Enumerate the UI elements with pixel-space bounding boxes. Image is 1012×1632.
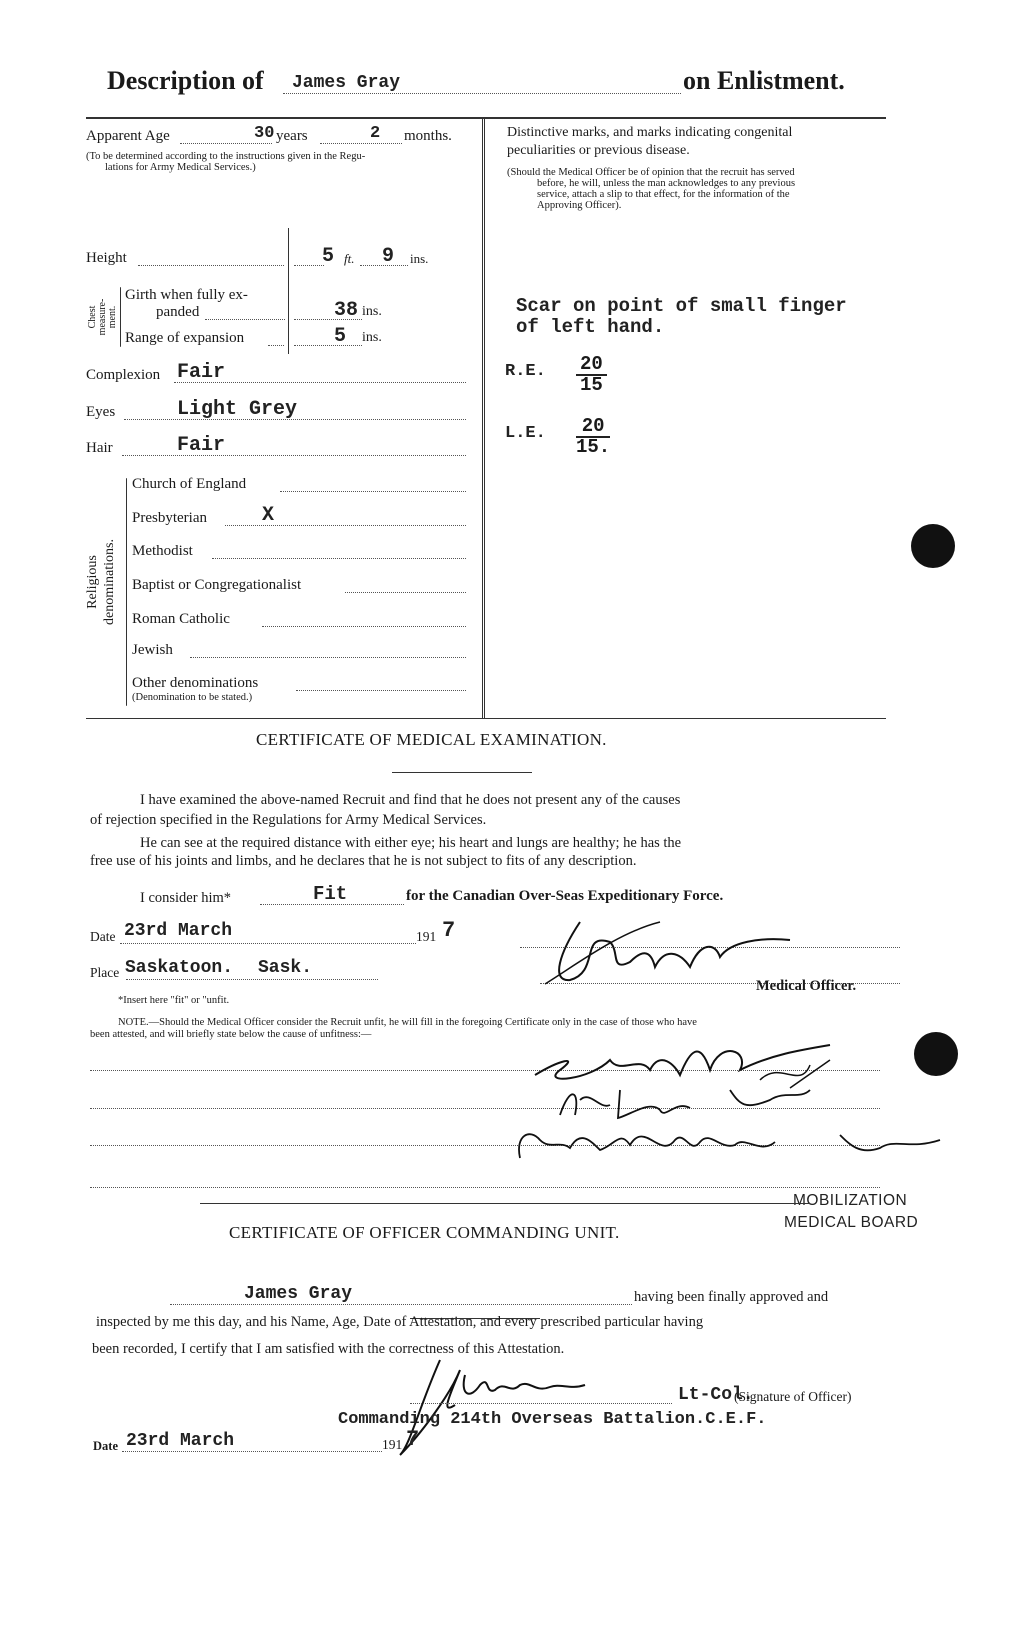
- eyes-value: Light Grey: [177, 398, 298, 421]
- religion-roman-catholic[interactable]: [132, 611, 230, 628]
- note-line-1: NOTE.—Should the Medical Officer consider the Recruit unfit, he will fill in the foregoing Certificate only in the case of those who have: [118, 1017, 697, 1028]
- religion-line: [280, 491, 466, 492]
- header-title: [107, 66, 264, 96]
- religion-side-label: [84, 512, 118, 652]
- religion-label: Presbyterian: [132, 510, 207, 526]
- unfitness-line-4: [90, 1187, 880, 1188]
- re-numerator: 20: [576, 355, 607, 376]
- le-label: L.E.: [505, 424, 546, 443]
- range-label: Range of expansion: [125, 330, 245, 346]
- religion-label: Church of England: [132, 476, 247, 492]
- religion-church-of-england[interactable]: [132, 476, 246, 493]
- range-value-line: [294, 345, 362, 346]
- marks-value-2: of left hand.: [516, 316, 665, 338]
- medical-para1-line1: I have examined the above-named Recruit and find that he does not present any of the causes: [140, 792, 681, 808]
- chest-side-label: [88, 289, 118, 345]
- religion-mark: X: [262, 504, 275, 527]
- co-year-digit: 7: [406, 1427, 420, 1452]
- medical-para1-line2: of rejection specified in the Regulations for Army Medical Services.: [90, 812, 487, 828]
- le-numerator: 20: [576, 417, 610, 438]
- re-denominator: 15: [580, 374, 603, 396]
- religion-label-line: denominations.: [102, 539, 117, 625]
- medical-certificate-title: CERTIFICATE OF MEDICAL EXAMINATION.: [256, 730, 607, 749]
- age-months: 2: [370, 124, 381, 143]
- religion-methodist[interactable]: [132, 543, 193, 560]
- height-feet: 5: [322, 245, 335, 268]
- height-label: Height: [86, 250, 127, 266]
- section-rule: [86, 718, 886, 719]
- religion-label: Methodist: [132, 543, 193, 559]
- religion-brace: [126, 478, 127, 706]
- chest-label-line: Chest: [87, 305, 98, 329]
- medical-para2-line1: He can see at the required distance with either eye; his heart and lungs are healthy; he has the: [140, 835, 682, 851]
- co-signature-line: [410, 1403, 672, 1404]
- co-date-label: Date: [93, 1439, 118, 1453]
- months-label: months.: [404, 128, 452, 144]
- girth-value: 38: [334, 299, 359, 322]
- eyes-label: Eyes: [86, 404, 116, 420]
- religion-line: [190, 657, 466, 658]
- religion-presbyterian[interactable]: [132, 510, 207, 527]
- co-name-line: [170, 1304, 632, 1305]
- complexion-value: Fair: [177, 361, 226, 384]
- co-date-value: 23rd March: [126, 1431, 235, 1451]
- marks-value-1: Scar on point of small finger: [516, 295, 847, 317]
- religion-line: [212, 558, 466, 559]
- marks-note-1: (Should the Medical Officer be of opinion that the recruit has served: [507, 167, 795, 178]
- header-suffix: on Enlistment.: [683, 66, 845, 95]
- re-label: R.E.: [505, 362, 546, 381]
- height-inches: 9: [382, 245, 395, 268]
- medical-para2-line2: free use of his joints and limbs, and he declares that he is not subject to fits of any description.: [90, 853, 637, 869]
- co-unit: Commanding 214th Overseas Battalion.C.E.F.: [338, 1410, 767, 1429]
- mobilization-stamp-line1: MOBILIZATION: [793, 1192, 908, 1209]
- girth-ins-label: ins.: [362, 304, 382, 319]
- commanding-certificate-title: CERTIFICATE OF OFFICER COMMANDING UNIT.: [229, 1223, 620, 1242]
- board-signatures-scrawl-icon: [500, 1030, 950, 1170]
- co-date-line: [122, 1451, 382, 1452]
- marks-heading-2: peculiarities or previous disease.: [507, 143, 690, 158]
- girth-label-2: panded: [156, 304, 200, 320]
- age-months-line: [320, 143, 402, 144]
- column-divider: [482, 118, 485, 718]
- range-line: [268, 345, 284, 346]
- years-label: years: [276, 128, 308, 144]
- religion-line: [296, 690, 466, 691]
- co-recruit-name: James Gray: [244, 1284, 353, 1304]
- religion-line: [345, 592, 466, 593]
- age-note-1: (To be determined according to the instructions given in the Regu-: [86, 151, 366, 162]
- marks-heading-1: Distinctive marks, and marks indicating congenital: [507, 125, 793, 140]
- place-label: Place: [90, 965, 120, 980]
- hair-label: Hair: [86, 440, 113, 456]
- religion-label: Roman Catholic: [132, 611, 230, 627]
- board-signatures: [500, 1030, 950, 1175]
- place-value: Saskatoon.: [125, 958, 234, 978]
- height-ft-line: [294, 265, 324, 266]
- le-denominator: 15.: [576, 436, 611, 458]
- age-years: 30: [254, 124, 275, 143]
- hair-line: [122, 455, 466, 456]
- place-line: [126, 979, 378, 980]
- height-line: [138, 265, 284, 266]
- recruit-name: James Gray: [292, 73, 401, 93]
- consider-suffix-text: for the Canadian Over-Seas Expeditionary Force.: [406, 888, 724, 904]
- consider-suffix: [406, 888, 723, 905]
- medical-title-ornament: [392, 772, 532, 773]
- place-value-province: Sask.: [258, 958, 313, 978]
- medical-date-line: [120, 943, 416, 944]
- chest-label-line: ment.: [107, 305, 118, 329]
- medical-year-digit: 7: [442, 918, 456, 943]
- medical-date-label: Date: [90, 929, 116, 944]
- marks-note-2: before, he will, unless the man acknowledges to any previous: [537, 178, 796, 189]
- note-line-2: been attested, and will briefly state below the cause of unfitness:—: [90, 1029, 372, 1040]
- header-name-line: [283, 93, 681, 94]
- section-rule-2: [200, 1203, 810, 1204]
- girth-label-1: Girth when fully ex-: [125, 287, 248, 303]
- religion-line: [262, 626, 466, 627]
- religion-baptist[interactable]: [132, 577, 301, 594]
- girth-line: [205, 319, 285, 320]
- other-denomination-note: (Denomination to be stated.): [132, 692, 253, 703]
- complexion-label: Complexion: [86, 367, 161, 383]
- range-ins-label: ins.: [362, 330, 382, 345]
- medical-date-value: 23rd March: [124, 921, 233, 941]
- apparent-age-label: Apparent Age: [86, 128, 170, 144]
- religion-label: Other denominations: [132, 675, 259, 691]
- header-prefix: Description of: [107, 66, 264, 95]
- re-fraction: [576, 355, 607, 395]
- fit-footnote: *Insert here "fit" or "unfit.: [118, 995, 230, 1006]
- top-rule: [86, 117, 886, 119]
- range-value: 5: [334, 325, 347, 348]
- religion-other[interactable]: [132, 675, 258, 692]
- measurement-divider: [288, 228, 289, 354]
- chest-label-line: measure-: [97, 298, 108, 336]
- co-year-prefix: 191: [382, 1437, 403, 1452]
- age-note-2: lations for Army Medical Services.): [105, 162, 256, 173]
- age-years-line: [180, 143, 272, 144]
- le-fraction: [576, 417, 610, 457]
- marks-note-4: Approving Officer).: [537, 200, 622, 211]
- religion-label: Jewish: [132, 642, 173, 658]
- co-line2: inspected by me this day, and his Name, Age, Date of Attestation, and every prescribed particular having: [96, 1314, 704, 1330]
- religion-label-line: Religious: [85, 555, 100, 609]
- co-rank: Lt-Col.: [678, 1385, 754, 1405]
- medical-year-prefix: 191: [416, 929, 437, 944]
- marks-note-3: service, attach a slip to that effect, for the information of the: [537, 189, 790, 200]
- binder-hole-top: [911, 524, 955, 568]
- medical-officer-label: Medical Officer.: [756, 978, 857, 994]
- fitness-value: Fit: [313, 883, 348, 905]
- mobilization-stamp-line2: MEDICAL BOARD: [784, 1214, 919, 1231]
- ins-label: ins.: [410, 251, 429, 266]
- consider-label: I consider him*: [140, 890, 232, 906]
- hair-value: Fair: [177, 434, 226, 457]
- chest-brace: [120, 287, 121, 347]
- co-line3: been recorded, I certify that I am satisfied with the correctness of this Attestation.: [92, 1341, 565, 1357]
- ft-label: ft.: [344, 251, 355, 266]
- co-line1-suffix: having been finally approved and: [634, 1289, 829, 1305]
- co-signature-label: (Signature of Officer): [734, 1389, 852, 1404]
- religion-label: Baptist or Congregationalist: [132, 577, 302, 593]
- religion-jewish[interactable]: [132, 642, 173, 659]
